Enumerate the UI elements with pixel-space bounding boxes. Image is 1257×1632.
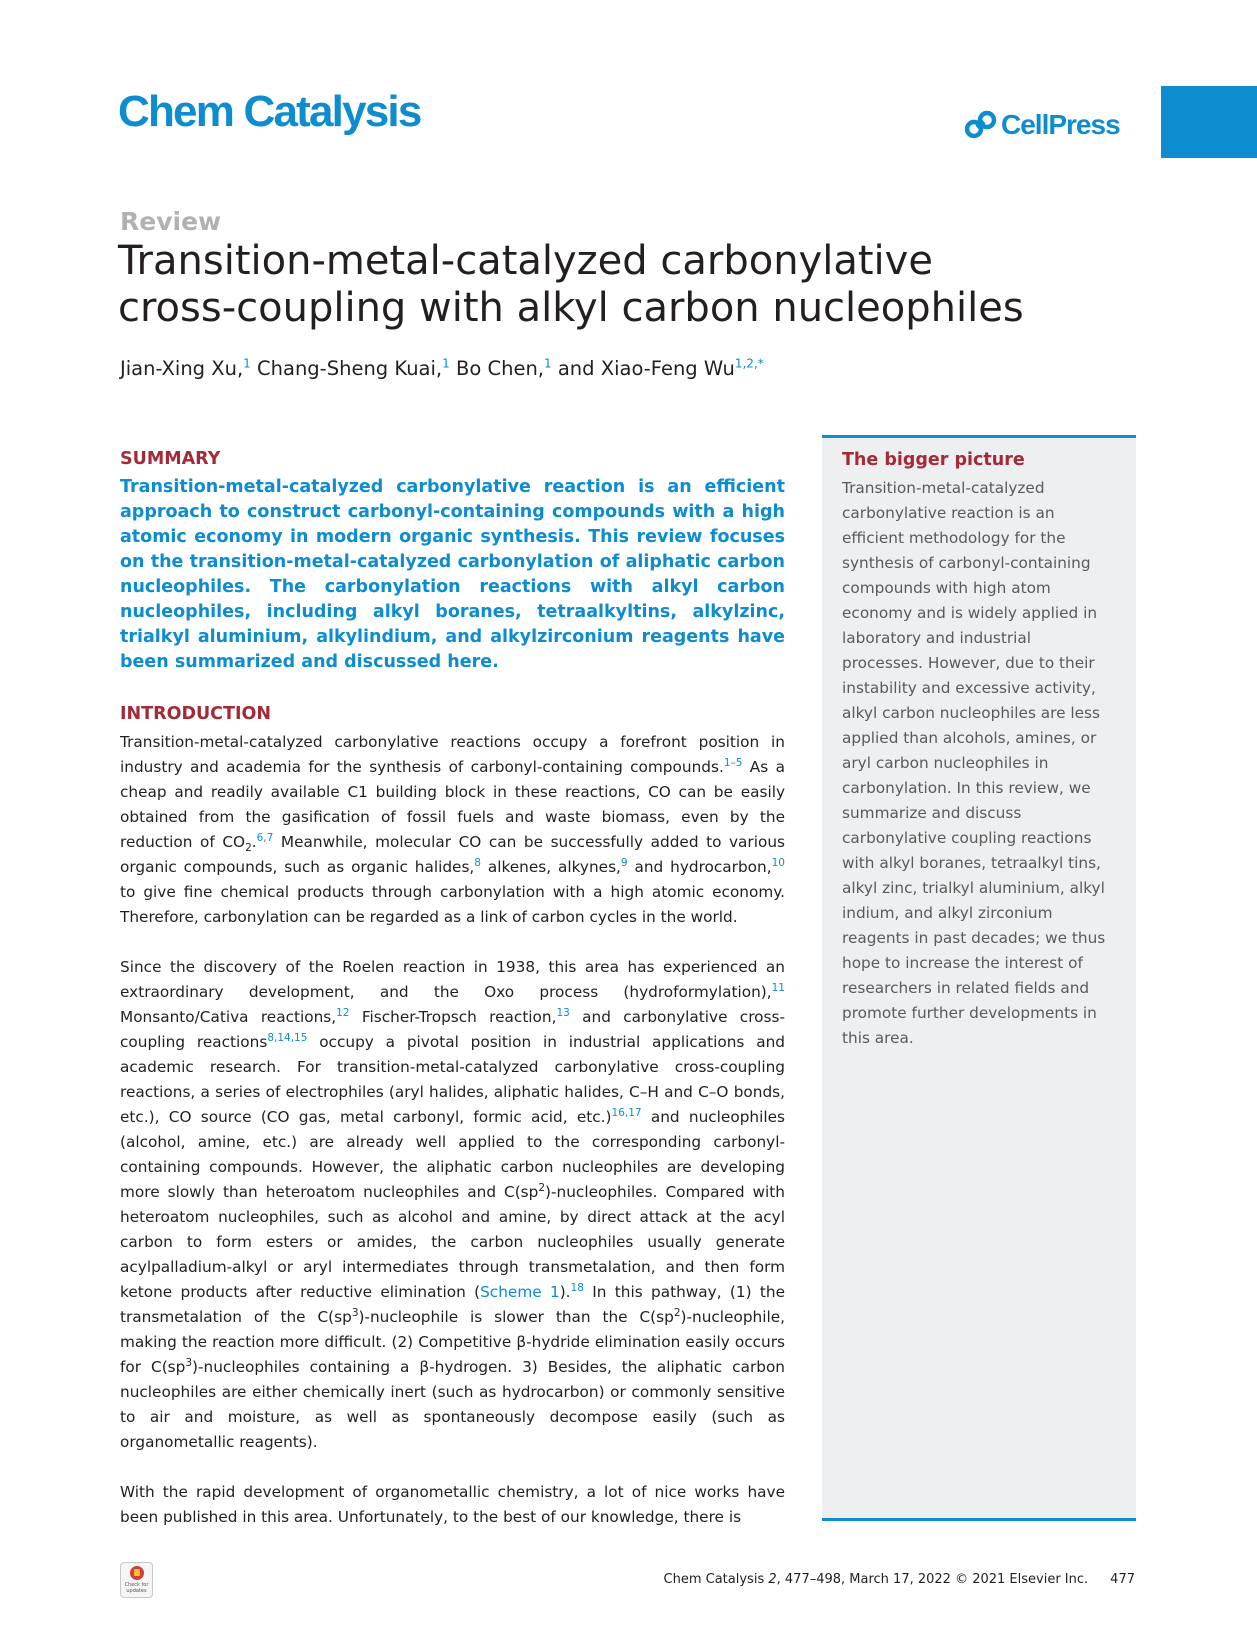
text-run: occupy a pivotal position in industrial applications and academic research. For transition-metal-catalyzed carbonylative cross-coupling reactions, a series of electrophiles (aryl halides, aliphatic halides, C–H and C–O bonds, etc.), CO source (CO gas, metal carbonyl, formic acid, etc.): [120, 1033, 785, 1126]
footer-citation-text: , 477–498, March 17, 2022 © 2021 Elsevier Inc.: [776, 1572, 1089, 1587]
scheme-link[interactable]: Scheme 1: [480, 1283, 560, 1301]
text-run: )-nucleophiles containing a β-hydrogen. 3) Besides, the aliphatic carbon nucleophiles are either chemically inert (such as hydrocarbon) or commonly sensitive to air and moisture, as well as spontaneously decompose easily (such as organometallic reagents).: [120, 1358, 785, 1451]
superscript: 2: [673, 1306, 681, 1319]
text-run: As a cheap and readily available C1 building block in these reactions, CO can be easily obtained from the gasification of fossil fuels and waste biomass, even by the reduction of CO: [120, 758, 785, 851]
reference-link[interactable]: 8,14,15: [267, 1031, 308, 1044]
badge-label: Check for updates: [124, 1582, 149, 1594]
bookmark-icon: [130, 1566, 144, 1580]
publisher-logo[interactable]: [965, 110, 1120, 140]
reference-link[interactable]: 16,17: [611, 1106, 642, 1119]
reference-link[interactable]: 18: [570, 1281, 584, 1294]
main-column: [120, 447, 785, 1530]
footer-journal: Chem Catalysis: [663, 1572, 765, 1587]
text-run: and nucleophiles (alcohol, amine, etc.) are already well applied to the corresponding carbonyl-containing compounds. However, the aliphatic carbon nucleophiles are developing more slowly than heteroatom nucleophiles and C(sp: [120, 1108, 785, 1201]
summary-text: Transition-metal-catalyzed carbonylative reaction is an efficient approach to construct carbonyl-containing compounds with a high atomic economy in modern organic synthesis. This review focuses on the transition-metal-catalyzed carbonylation of aliphatic carbon nucleophiles. The carbonylation reactions with alkyl carbon nucleophiles, including alkyl boranes, tetraalkyltins, alkylzinc, trialkyl aluminium, alkylindium, and alkylzirconium reagents have been summarized and discussed here.: [120, 477, 785, 672]
footer-volume: 2: [768, 1572, 777, 1587]
text-run: Transition-metal-catalyzed carbonylative reactions occupy a forefront position in industry and academia for the synthesis of carbonyl-containing compounds.: [120, 733, 785, 776]
article-title: [118, 238, 1098, 332]
title-line-1: Transition-metal-catalyzed carbonylative: [118, 238, 933, 284]
text-run: .: [251, 833, 257, 851]
text-run: Meanwhile, molecular CO can be successfully added to various organic compounds, such as organic halides,: [120, 833, 785, 876]
text-run: In this pathway, (1) the transmetalation of the C(sp: [120, 1283, 785, 1326]
reference-link[interactable]: 13: [556, 1006, 570, 1019]
footer-citation: [664, 1572, 1089, 1587]
text-run: Monsanto/Cativa reactions,: [120, 1008, 337, 1026]
author-list: [120, 356, 764, 382]
text-run: )-nucleophiles. Compared with heteroatom nucleophiles, such as alcohol and amine, by direct attack at the acyl carbon to form esters or amides, the carbon nucleophiles usually generate acylpalladium-alkyl or aryl intermediates through transmetalation, and then form ketone products after reductive elimination (: [120, 1183, 786, 1301]
text-run: and hydrocarbon,: [627, 858, 772, 876]
text-run: ).: [559, 1283, 571, 1301]
check-for-updates-badge[interactable]: [120, 1562, 153, 1598]
author-name[interactable]: and Xiao-Feng Wu: [557, 357, 735, 380]
journal-color-tab: [1161, 86, 1257, 158]
article-type: Review: [120, 207, 222, 236]
author-affiliation[interactable]: 1: [243, 356, 251, 371]
bigger-picture-box: [822, 435, 1136, 1521]
author-name[interactable]: Jian-Xing Xu,: [120, 357, 244, 380]
bigger-picture-heading: The bigger picture: [842, 450, 1025, 470]
subscript: 2: [245, 842, 252, 855]
intro-paragraph-3: With the rapid development of organometallic chemistry, a lot of nice works have been published in this area. Unfortunately, to the best of our knowledge, there is: [120, 1483, 785, 1526]
author-affiliation[interactable]: 1: [442, 356, 450, 371]
cellpress-logo-icon: [965, 110, 997, 140]
publisher-name: CellPress: [1001, 109, 1120, 140]
author-affiliation[interactable]: 1,2,*: [734, 356, 764, 371]
text-run: Since the discovery of the Roelen reaction in 1938, this area has experienced an extraordinary development, and the Oxo process (hydroformylation),: [120, 958, 785, 1001]
title-line-2: cross-coupling with alkyl carbon nucleophiles: [118, 285, 1024, 331]
reference-link[interactable]: 6,7: [256, 831, 274, 844]
reference-link[interactable]: 12: [336, 1006, 350, 1019]
superscript: 3: [185, 1356, 193, 1369]
text-run: alkenes, alkynes,: [480, 858, 621, 876]
text-run: to give fine chemical products through carbonylation with a high atomic economy. Therefore, carbonylation can be regarded as a link of carbon cycles in the world.: [120, 883, 785, 926]
bigger-picture-text: Transition-metal-catalyzed carbonylative reaction is an efficient methodology for the synthesis of carbonyl-containing compounds with high atom economy and is widely applied in laboratory and industrial processes. However, due to their instability and excessive activity, alkyl carbon nucleophiles are less applied than alcohols, amines, or aryl carbon nucleophiles in carbonylation. In this review, we summarize and discuss carbonylative coupling reactions with alkyl boranes, tetraalkyl tins, alkyl zinc, trialkyl aluminium, alkyl indium, and alkyl zirconium reagents in past decades; we thus hope to increase the interest of researchers in related fields and promote further developments in this area.: [842, 479, 1106, 1047]
reference-link[interactable]: 11: [771, 981, 785, 994]
reference-link[interactable]: 9: [620, 856, 628, 869]
page-footer: [664, 1572, 1135, 1587]
page-number: 477: [1110, 1572, 1135, 1587]
author-name[interactable]: Bo Chen,: [455, 357, 545, 380]
intro-paragraph-1: [120, 730, 785, 930]
journal-title: Chem Catalysis: [118, 87, 421, 136]
text-run: Fischer-Tropsch reaction,: [349, 1008, 557, 1026]
introduction-heading: INTRODUCTION: [120, 704, 271, 724]
reference-link[interactable]: 1–5: [723, 756, 743, 769]
reference-link[interactable]: 10: [771, 856, 785, 869]
superscript: 2: [538, 1181, 546, 1194]
superscript: 3: [351, 1306, 359, 1319]
intro-paragraph-2: [120, 955, 785, 1455]
text-run: )-nucleophile is slower than the C(sp: [358, 1308, 674, 1326]
reference-link[interactable]: 8: [474, 856, 481, 869]
text-run: and carbonylative cross-coupling reactions: [120, 1008, 785, 1051]
text-run: )-nucleophile, making the reaction more difficult. (2) Competitive β-hydride elimination easily occurs for C(sp: [120, 1308, 786, 1376]
author-name[interactable]: Chang-Sheng Kuai,: [257, 357, 443, 380]
author-affiliation[interactable]: 1: [544, 356, 552, 371]
summary-heading: SUMMARY: [120, 449, 221, 469]
